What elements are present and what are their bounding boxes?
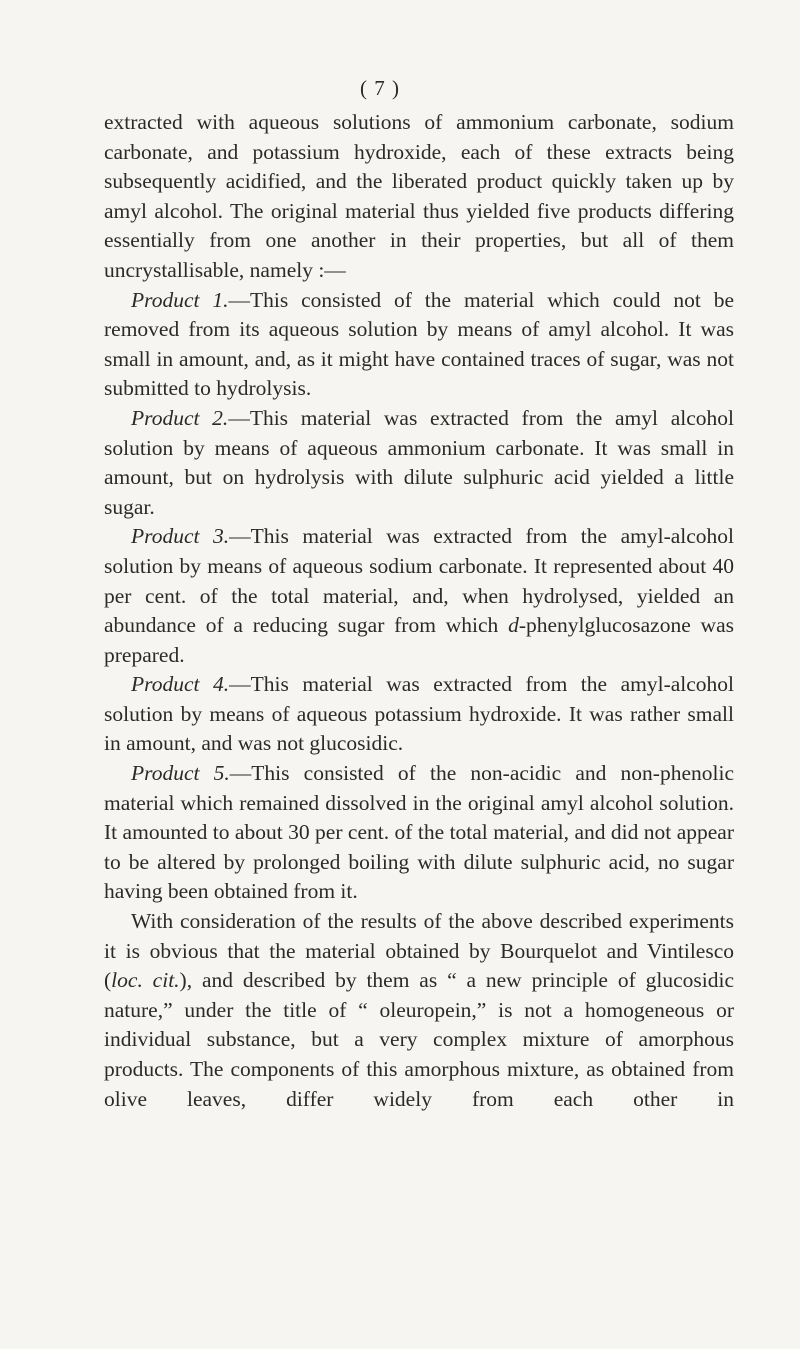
paragraph-product-5 (104, 759, 734, 907)
citation-italic: loc. cit. (111, 968, 180, 993)
paragraph-text: ), and described by them as “ a new principle of glucosidic nature,” under the title of “ oleuropein,” is not a homogeneous or individual substance, but a very complex mixture of amorphous products. The components of this amorphous mixture, as obtained from olive leaves, differ widely from each other in (104, 968, 734, 1111)
page-number: ( 7 ) (360, 76, 400, 100)
product-4-heading: Product 4. (131, 672, 230, 697)
paragraph-text: extracted with aqueous solutions of ammonium carbonate, sodium carbonate, and potassium hydroxide, each of these extracts being subsequently acidified, and the liberated product quickly taken up by amyl alcohol. The original material thus yielded five products differing essentially from one another in their properties, but all of them uncrystallisable, namely :— (104, 110, 734, 282)
paragraph-product-1 (104, 286, 734, 404)
paragraph-product-4 (104, 670, 734, 759)
product-3-heading: Product 3. (131, 524, 230, 549)
paragraph-text: —This material was extracted from the amyl-alcohol solution by means of aqueous sodium carbonate. It represented about 40 per cent. of the total material, and, when hydrolysed, yielded an abundance of a reducing sugar from which (104, 524, 735, 638)
paragraph-text: —This consisted of the non-acidic and non-phenolic material which remained dissolved in the original amyl alcohol solution. It amounted to about 30 per cent. of the total material, and did not appear to be altered by prolonged boiling with dilute sulphuric acid, no sugar having been obtained from it. (104, 761, 735, 904)
product-5-heading: Product 5. (131, 761, 230, 786)
paragraph-text: —This consisted of the material which could not be removed from its aqueous solution by means of amyl alcohol. It was small in amount, and, as it might have contained traces of sugar, was not submitted to hydrolysis. (104, 287, 735, 401)
body-text (104, 108, 734, 1114)
italic-prefix: d (508, 613, 519, 638)
product-2-heading: Product 2. (131, 405, 229, 430)
paragraph-text: With consideration of the results of the above described experiments it is obvious that the material obtained by Bourquelot and Vintilesco ( (104, 909, 734, 993)
paragraph-text: —This material was extracted from the amyl alcohol solution by means of aqueous ammonium carbonate. It was small in amount, but on hydrolysis with dilute sulphuric acid yielded a little sugar. (104, 405, 735, 519)
paragraph-product-3 (104, 522, 734, 670)
paragraph-intro (104, 108, 734, 286)
paragraph-text: -phenylglucosazone was prepared. (104, 613, 734, 667)
product-1-heading: Product 1. (131, 287, 229, 312)
paragraph-text: —This material was extracted from the amyl-alcohol solution by means of aqueous potassium hydroxide. It was rather small in amount, and was not glucosidic. (104, 672, 735, 756)
paragraph-product-2 (104, 404, 734, 522)
paragraph-conclusion (104, 907, 734, 1114)
